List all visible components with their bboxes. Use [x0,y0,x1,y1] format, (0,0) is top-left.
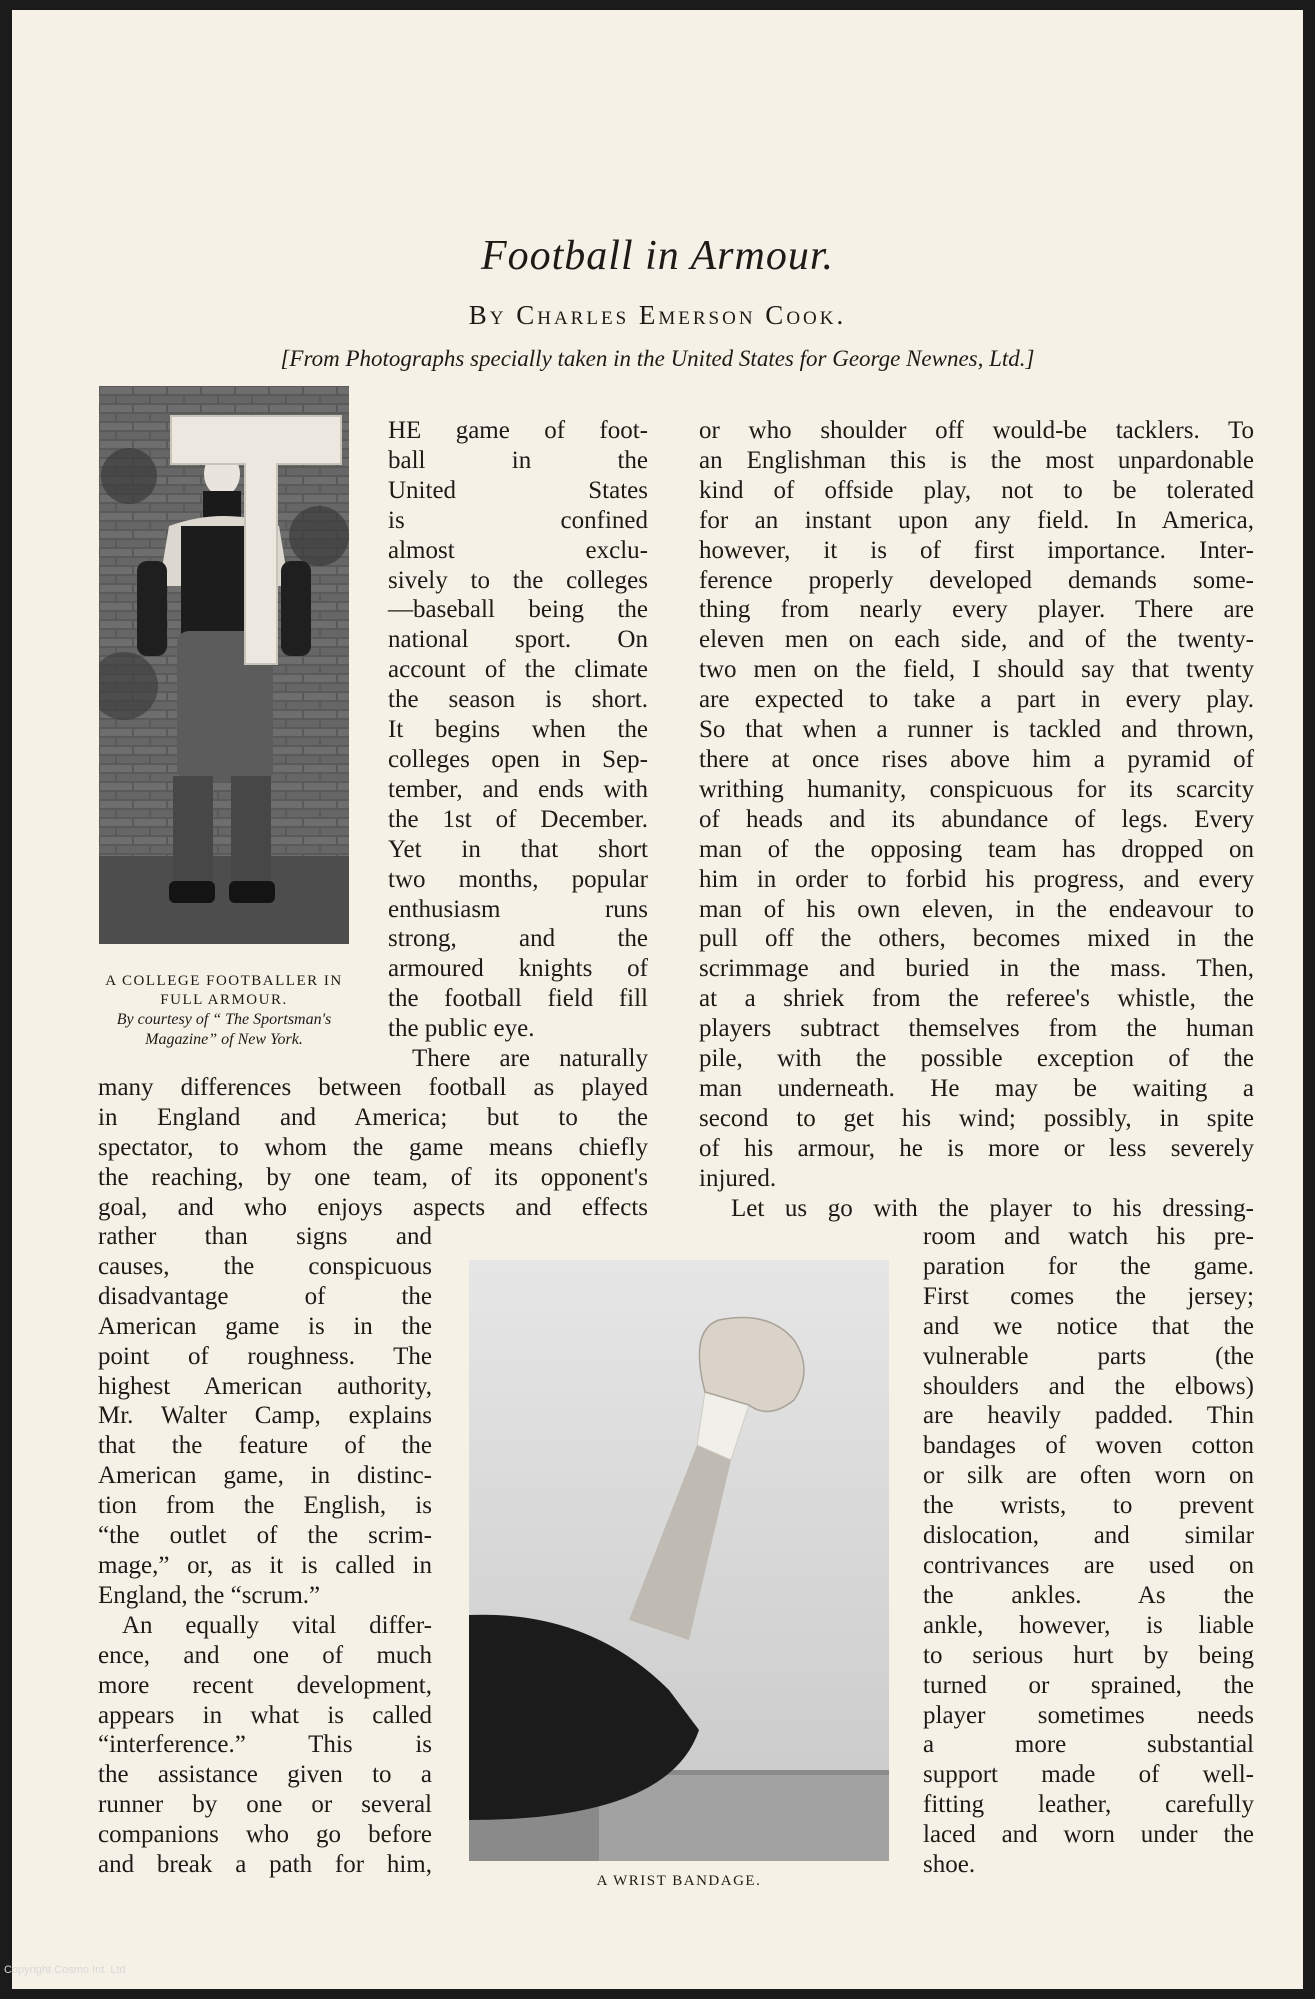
right-line: for an instant upon any field. In America, [699,506,1254,534]
lead-column-line: HE game of foot- [388,417,648,444]
right-lower-line: vulnerable parts (the [923,1342,1254,1370]
lead-column-line: armoured knights of [388,955,648,983]
lead-column-line: colleges open in Sep- [388,745,648,773]
wide-lines [98,1073,648,1223]
lead-column-line: two months, popular [388,865,648,893]
right-lower-line: to serious hurt by being [923,1641,1254,1669]
right-lower-line: the wrists, to prevent [923,1492,1254,1520]
lead-column-line: —baseball being the [388,596,648,624]
lead-column-line: almost exclu- [388,536,648,564]
right-line: of his armour, he is more or less severely [699,1134,1254,1162]
right-lower-line: paration for the game. [923,1252,1254,1280]
right-line: eleven men on each side, and of the twenty- [699,626,1254,654]
lead-column-line: the season is short. [388,686,648,714]
left-lower-line: England, the “scrum.” [98,1581,321,1609]
lead-column [388,416,648,1074]
right-line: pile, with the possible exception of the [699,1045,1254,1073]
right-line: kind of offside play, not to be tolerated [699,476,1254,504]
lead-column-line: enthusiasm runs [388,895,648,923]
right-lower-column [923,1222,1254,1880]
left-lower-line: rather than signs and [98,1223,432,1250]
right-line: there at once rises above him a pyramid of [699,745,1254,773]
footballer-courtesy-line2: Magazine” of New York. [145,1031,303,1048]
left-lower-line: ence, and one of much [98,1641,432,1669]
left-lower-line: highest American authority, [98,1372,432,1400]
right-lower-line: shoe. [923,1851,976,1879]
wrist-bandage-photo [469,1260,889,1861]
right-line: however, it is of first importance. Inter- [699,536,1254,564]
right-line: or who shoulder off would-be tacklers. To [699,417,1254,444]
lead-column-line: the football field fill [388,985,648,1013]
copyright-notice: Copyright Cosmo Int. Ltd [4,1964,126,1976]
right-line: at a shriek from the referee's whistle, the [699,985,1254,1013]
right-line: man of his own eleven, in the endeavour to [699,895,1254,923]
right-lower-line: the ankles. As the [923,1581,1254,1609]
right-line: man of the opposing team has dropped on [699,835,1254,863]
left-lower-line: “interference.” This is [98,1731,432,1759]
article-title: Football in Armour. [480,233,835,279]
lead-column-line: is confined [388,506,648,534]
footballer-caption-line2: FULL ARMOUR. [160,992,288,1008]
footballer-caption-line1: A COLLEGE FOOTBALLER IN [105,973,343,989]
right-lower-line: room and watch his pre- [923,1223,1254,1250]
left-lower-column [98,1222,432,1880]
right-line: two men on the field, I should say that twenty [699,656,1254,684]
right-line: Let us go with the player to his dressing- [731,1194,1254,1222]
lead-column-line: account of the climate [388,656,648,684]
right-line: second to get his wind; possibly, in spite [699,1104,1254,1132]
wide-line: many differences between football as played [98,1074,648,1101]
right-line: players subtract themselves from the human [699,1015,1254,1043]
right-column [699,416,1254,1223]
wrist-bandage-illustration [469,1260,889,1861]
right-lower-line: laced and worn under the [923,1821,1254,1849]
lead-column-line: There are naturally [412,1045,648,1073]
lead-column-line: the public eye. [388,1015,535,1043]
left-lower-line: point of roughness. The [98,1342,432,1370]
left-lower-line: American game, in distinc- [98,1462,432,1490]
right-line: an Englishman this is the most unpardonable [699,446,1254,474]
left-lower-line: Mr. Walter Camp, explains [98,1402,432,1430]
lead-column-line: Yet in that short [388,835,648,863]
left-lower-line: causes, the conspicuous [98,1252,432,1280]
wrist-caption: A WRIST BANDAGE. [596,1873,762,1889]
left-lower-line: companions who go before [98,1821,432,1849]
article-byline: By Charles Emerson Cook. [468,300,847,330]
right-lower-line: ankle, however, is liable [923,1611,1254,1639]
right-lower-line: support made of well- [923,1761,1254,1789]
right-line: of heads and its abundance of legs. Every [699,805,1254,833]
left-lower-line: appears in what is called [98,1701,432,1729]
lead-column-line: United States [388,476,648,504]
left-lower-line: more recent development, [98,1671,432,1699]
footballer-caption [94,972,354,1050]
right-line: thing from nearly every player. There are [699,596,1254,624]
left-lower-line: the assistance given to a [98,1761,432,1789]
left-lower-line: tion from the English, is [98,1492,432,1520]
left-lower-line: “the outlet of the scrim- [98,1522,432,1550]
wide-line: spectator, to whom the game means chiefly [98,1133,648,1161]
lead-column-line: sively to the colleges [388,566,648,594]
right-lower-line: bandages of woven cotton [923,1432,1254,1460]
right-lower-line: and we notice that the [923,1312,1254,1340]
left-lower-line: that the feature of the [98,1432,432,1460]
lead-column-line: national sport. On [388,626,648,654]
wide-line: goal, and who enjoys aspects and effects [98,1193,648,1221]
right-lower-line: a more substantial [923,1731,1254,1759]
right-line: him in order to forbid his progress, and every [699,865,1254,893]
right-lower-line: contrivances are used on [923,1551,1254,1579]
lead-column-line: tember, and ends with [388,775,648,803]
left-lower-line: and break a path for him, [98,1851,432,1879]
left-lower-line: mage,” or, as it is called in [98,1551,432,1579]
right-line: are expected to take a part in every play. [699,686,1254,714]
right-line: injured. [699,1164,777,1192]
left-lower-line: disadvantage of the [98,1282,432,1310]
magazine-page [12,10,1303,1989]
right-line: So that when a runner is tackled and thrown, [699,716,1254,744]
right-lower-line: dislocation, and similar [923,1522,1254,1550]
right-line: ference properly developed demands some- [699,566,1254,594]
left-lower-line: runner by one or several [98,1791,432,1819]
footballer-photo [99,386,349,944]
right-lower-line: shoulders and the elbows) [923,1372,1254,1400]
right-lower-line: player sometimes needs [923,1701,1254,1729]
lead-column-line: It begins when the [388,716,648,744]
drop-cap [100,386,101,387]
right-lower-line: fitting leather, carefully [923,1791,1254,1819]
footballer-courtesy-line1: By courtesy of “ The Sportsman's [116,1011,332,1028]
lead-column-line: the 1st of December. [388,805,648,833]
right-line: man underneath. He may be waiting a [699,1074,1254,1102]
right-lower-line: or silk are often worn on [923,1462,1254,1490]
photo-credit: [From Photographs specially taken in the United States for George Newnes, Ltd.] [280,346,1035,371]
lead-column-line: strong, and the [388,925,648,953]
right-line: writhing humanity, conspicuous for its scarcity [699,775,1254,803]
right-lower-line: turned or sprained, the [923,1671,1254,1699]
right-line: pull off the others, becomes mixed in the [699,925,1254,953]
left-lower-line: American game is in the [98,1312,432,1340]
wide-line: in England and America; but to the [98,1103,648,1131]
right-lower-line: First comes the jersey; [923,1282,1254,1310]
footballer-illustration [99,386,349,944]
wide-line: the reaching, by one team, of its opponent's [98,1163,648,1191]
right-line: scrimmage and buried in the mass. Then, [699,955,1254,983]
left-lower-line: An equally vital differ- [122,1611,432,1639]
right-lower-line: are heavily padded. Thin [923,1402,1254,1430]
lead-column-line: ball in the [388,446,648,474]
